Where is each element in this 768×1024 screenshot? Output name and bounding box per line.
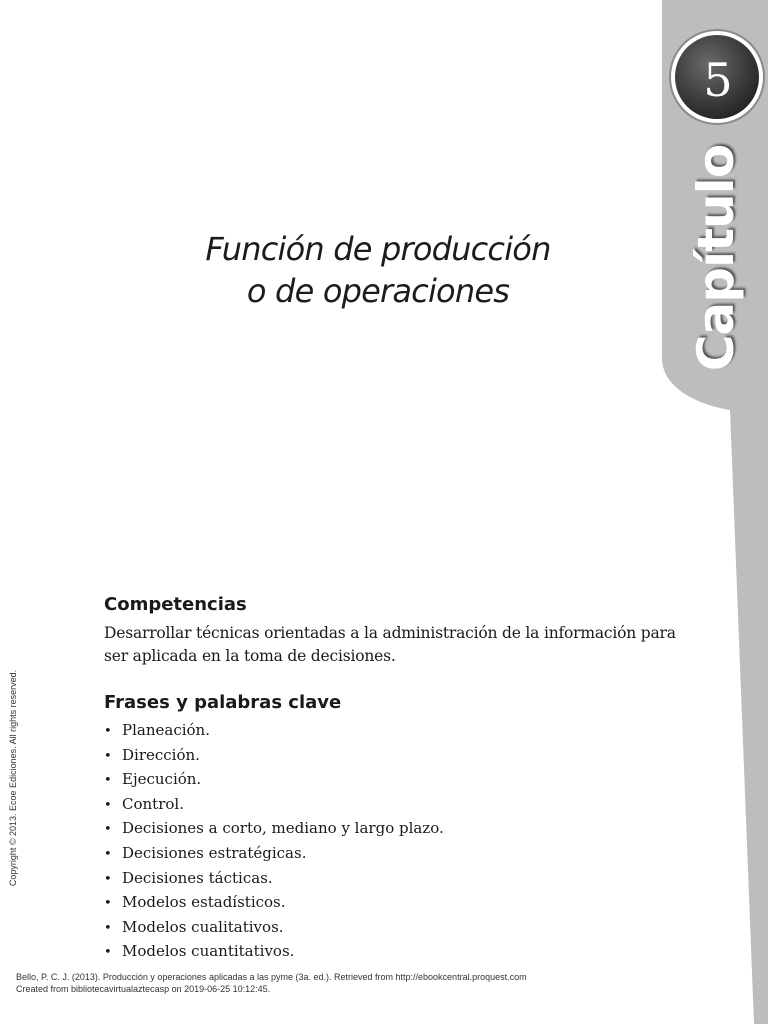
chapter-title-line-2: o de operaciones (246, 272, 510, 310)
list-item-text: Decisiones tácticas. (122, 868, 273, 887)
keyword-list (104, 718, 444, 964)
list-item-text: Modelos cuantitativos. (122, 942, 295, 961)
bullet-icon: • (104, 724, 112, 739)
citation-line-1: Bello, P. C. J. (2013). Producción y operaciones aplicadas a las pyme (3a. ed.). Retrieved from http://ebookcentral.proquest.com (16, 972, 527, 982)
list-item-text: Ejecución. (122, 770, 202, 789)
chapter-number: 5 (703, 53, 733, 107)
bullet-icon: • (104, 871, 112, 887)
list-item (104, 890, 444, 915)
competencias-text: Desarrollar técnicas orientadas a la administración de la información para ser aplicada en la toma de decisiones. (104, 624, 676, 665)
list-item (104, 915, 444, 940)
bullet-icon: • (104, 896, 112, 912)
list-item (104, 718, 444, 743)
bullet-icon: • (104, 797, 112, 813)
chapter-title-line-1: Función de producción (205, 230, 551, 268)
frases-heading: Frases y palabras clave (104, 692, 342, 713)
citation-footer (16, 972, 527, 995)
list-item-text: Decisiones a corto, mediano y largo plazo. (122, 819, 444, 838)
bullet-icon: • (104, 773, 112, 789)
list-item-text: Modelos cualitativos. (122, 917, 284, 936)
bullet-icon: • (104, 920, 112, 936)
bullet-icon: • (104, 822, 112, 838)
copyright-notice: Copyright © 2013. Ecoe Ediciones. All rights reserved. (8, 669, 18, 887)
citation-line-2: Created from bibliotecavirtualaztecasp on 2019-06-25 10:12:45. (16, 983, 271, 994)
competencias-heading: Competencias (104, 594, 247, 615)
chapter-label: Capítulo (687, 144, 745, 372)
list-item-text: Dirección. (122, 745, 200, 764)
chapter-title (150, 228, 606, 312)
list-item (104, 816, 444, 841)
bullet-icon: • (104, 945, 112, 961)
list-item-text: Modelos estadísticos. (122, 893, 286, 912)
list-item (104, 767, 444, 792)
list-item (104, 841, 444, 866)
list-item (104, 792, 444, 817)
list-item (104, 866, 444, 891)
bullet-icon: • (104, 748, 112, 764)
bullet-icon: • (104, 846, 112, 862)
list-item (104, 743, 444, 768)
list-item-text: Decisiones estratégicas. (122, 843, 307, 862)
list-item-text: Planeación. (122, 721, 210, 739)
list-item (104, 939, 444, 964)
list-item-text: Control. (122, 794, 184, 813)
